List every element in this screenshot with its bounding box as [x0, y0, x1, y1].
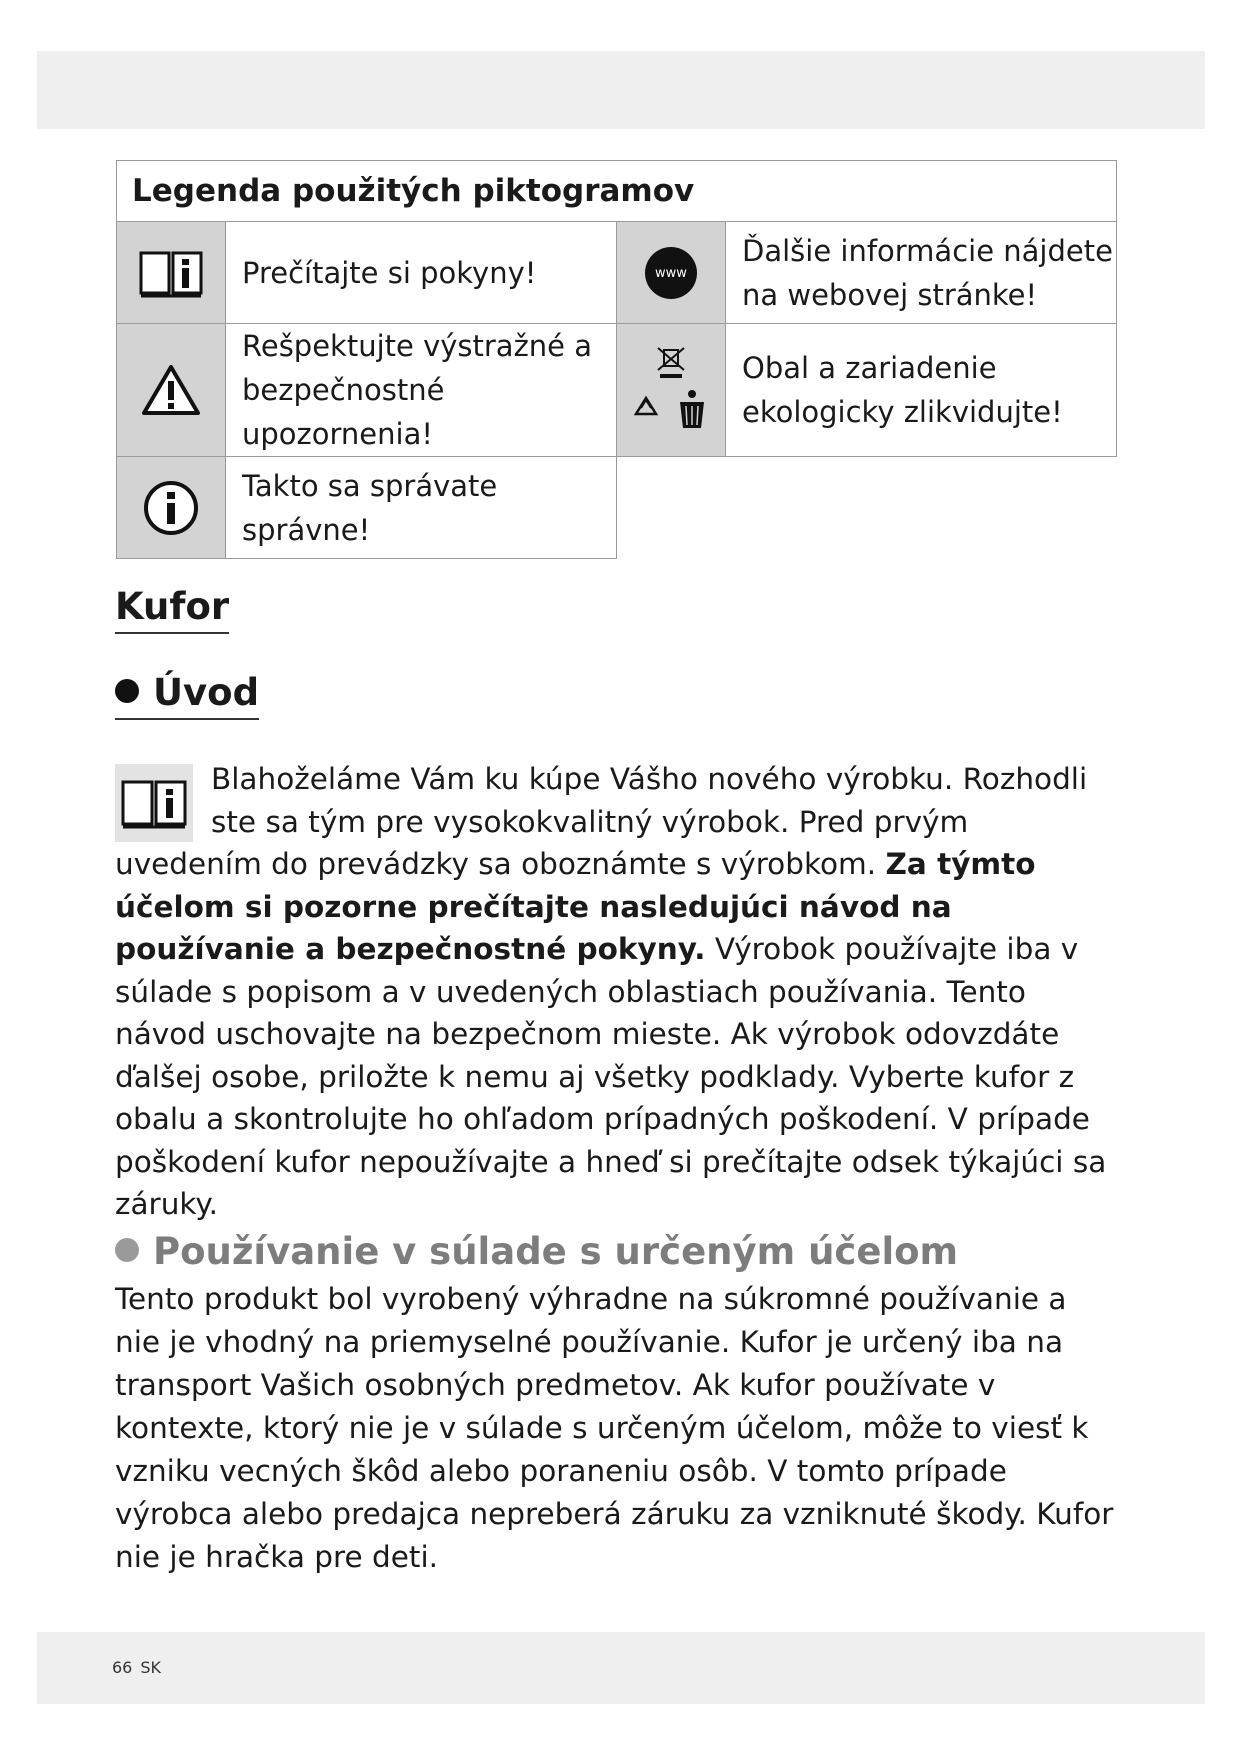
pictogram-legend-table — [116, 160, 1117, 559]
intro-text-2: Výrobok používajte iba v súlade s popisom a v uvedených oblastiach používania. Tento návod uschovajte na bezpečnom mieste. Ak výrobok odovzdáte ďalšej osobe, priložte k nemu aj všetky podklady. Vyberte kufor z obalu a skontrolujte ho ohľadom prípadných poškodení. V prípade poškodení kufor nepoužívajte a hneď si prečítajte odsek týkajúci sa záruky. — [115, 932, 1107, 1221]
intro-paragraph — [115, 758, 1115, 1226]
intro-heading — [115, 670, 259, 720]
warning-triangle-icon — [141, 363, 201, 417]
intro-heading-text: Úvod — [153, 671, 260, 714]
legend-text: Prečítajte si pokyny! — [226, 222, 617, 324]
page-footer — [112, 1658, 161, 1677]
bullet-icon — [115, 1238, 139, 1262]
header-band — [37, 51, 1205, 129]
bullet-icon — [115, 679, 139, 703]
intended-use-paragraph: Tento produkt bol vyrobený výhradne na súkromné používanie a nie je vhodný na priemyselné používanie. Kufor je určený iba na transport Vašich osobných predmetov. Ak kufor používate v kontexte, ktorý nie je v súlade s určeným účelom, môže to viesť k vzniku vecných škôd alebo poraneniu osôb. V tomto prípade výrobca alebo predajca nepreberá záruku za vzniknuté škody. Kufor nie je hračka pre deti. — [115, 1282, 1114, 1574]
product-heading: Kufor — [115, 584, 229, 634]
legend-icon-cell — [117, 324, 226, 457]
recycling-disposal-icon — [630, 342, 712, 438]
legend-title: Legenda použitých piktogramov — [117, 161, 1117, 222]
info-circle-icon — [142, 479, 200, 537]
book-info-icon — [138, 247, 204, 299]
www-icon-label: www — [655, 265, 687, 281]
legend-icon-cell — [117, 222, 226, 324]
legend-text: Ďalšie informácie nájdete na webovej stránke! — [726, 222, 1117, 324]
intended-use-heading — [115, 1227, 958, 1277]
intro-text-bold: Za týmto účelom si pozorne prečítajte nasledujúci návod na používanie a bezpečnostné pokyny. — [115, 847, 1036, 966]
intended-use-heading-text: Používanie v súlade s určeným účelom — [153, 1230, 959, 1273]
page-number: 66 — [112, 1658, 133, 1677]
intro-text-1: Blahoželáme Vám ku kúpe Vášho nového výrobku. Rozhodli ste sa tým pre vysokokvalitný výrobok. Pred prvým uvedením do prevádzky sa oboznámte s výrobkom. — [115, 762, 1088, 881]
www-icon — [643, 245, 699, 301]
legend-text: Rešpektujte výstražné a bezpečnostné upozornenia! — [226, 324, 617, 457]
footer-band — [37, 1632, 1205, 1704]
legend-icon-cell — [117, 457, 226, 559]
legend-text: Takto sa správate správne! — [226, 457, 617, 559]
language-code: SK — [140, 1658, 162, 1677]
legend-empty-cell — [617, 457, 1117, 559]
legend-icon-cell — [617, 324, 726, 457]
legend-icon-cell — [617, 222, 726, 324]
legend-text: Obal a zariadenie ekologicky zlikvidujte! — [726, 324, 1117, 457]
